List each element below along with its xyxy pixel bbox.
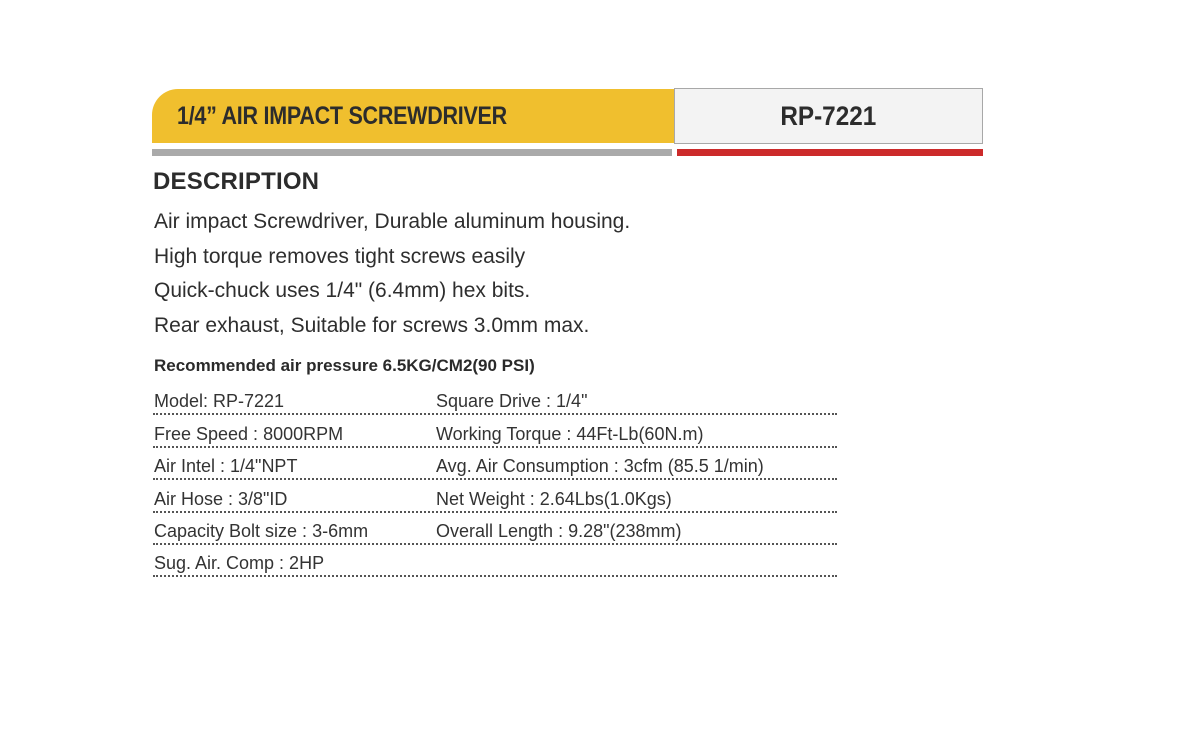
description-line: Quick-chuck uses 1/4" (6.4mm) hex bits. [154,279,531,302]
spec-left: Air Intel : 1/4"NPT [154,456,298,477]
spec-row [153,383,837,415]
recommended-pressure: Recommended air pressure 6.5KG/CM2(90 PSI) [154,356,535,375]
description-line: Air impact Screwdriver, Durable aluminum housing. [154,210,631,233]
description-line: Rear exhaust, Suitable for screws 3.0mm max. [154,313,590,337]
spec-left: Capacity Bolt size : 3-6mm [154,520,369,541]
spec-row [153,513,837,545]
spec-right: Square Drive : 1/4" [436,391,588,412]
spec-row [153,545,837,577]
spec-right: Avg. Air Consumption : 3cfm (85.5 1/min) [436,456,764,477]
spec-right: Net Weight : 2.64Lbs(1.0Kgs) [436,488,672,509]
red-underline-bar [677,149,983,156]
spec-left: Model: RP-7221 [154,391,285,412]
gray-underline-bar [152,149,672,156]
description-lines [154,205,630,343]
description-heading: DESCRIPTION [153,168,320,195]
model-number: RP-7221 [780,100,877,131]
product-title-banner [152,89,674,143]
spec-row [153,448,837,480]
spec-right: Overall Length : 9.28"(238mm) [436,520,682,541]
product-title: 1/4” AIR IMPACT SCREWDRIVER [177,101,507,130]
description-line: High torque removes tight screws easily [154,244,526,268]
spec-right: Working Torque : 44Ft-Lb(60N.m) [436,423,704,444]
spec-left: Sug. Air. Comp : 2HP [154,553,325,574]
model-number-box [674,88,983,144]
spec-left: Free Speed : 8000RPM [154,423,344,444]
spec-table [153,383,837,577]
spec-left: Air Hose : 3/8"ID [154,488,288,509]
spec-row [153,480,837,512]
spec-row [153,415,837,447]
